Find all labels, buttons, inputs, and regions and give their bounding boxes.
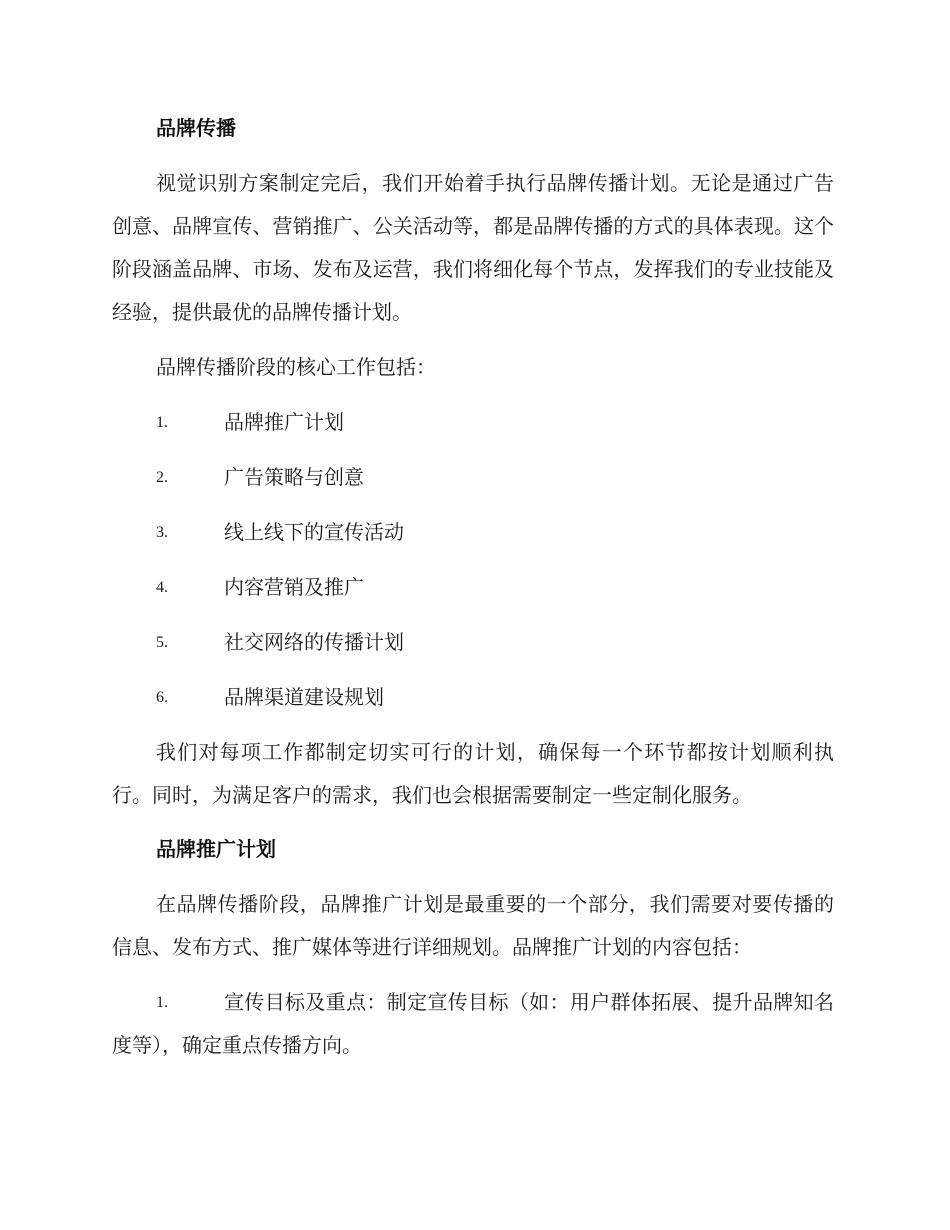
list-item-number: 1. <box>156 414 168 431</box>
paragraph-intro: 视觉识别方案制定完后，我们开始着手执行品牌传播计划。无论是通过广告创意、品牌宣传、营销推广、公关活动等，都是品牌传播的方式的具体表现。这个阶段涵盖品牌、市场、发布及运营，我们将细化每个节点，发挥我们的专业技能及经验，提供最优的品牌传播计划。 <box>112 171 834 324</box>
paragraph-plan-summary: 我们对每项工作都制定切实可行的计划，确保每一个环节都按计划顺利执行。同时，为满足客户的需求，我们也会根据需要制定一些定制化服务。 <box>112 740 834 807</box>
promotion-plan-list <box>112 981 834 1067</box>
list-item <box>112 676 834 719</box>
list-item-text: 品牌渠道建设规划 <box>224 685 384 709</box>
section-heading-brand-communication: 品牌传播 <box>156 116 236 140</box>
list-item-text: 品牌推广计划 <box>224 410 344 434</box>
paragraph-promotion-intro: 在品牌传播阶段，品牌推广计划是最重要的一个部分，我们需要对要传播的信息、发布方式、推广媒体等进行详细规划。品牌推广计划的内容包括： <box>112 892 834 959</box>
list-item-text: 宣传目标及重点：制定宣传目标（如：用户群体拓展、提升品牌知名度等），确定重点传播方向。 <box>112 990 834 1057</box>
list-item <box>112 456 834 499</box>
list-item-text: 内容营销及推广 <box>224 575 364 599</box>
list-item <box>112 401 834 444</box>
document-content <box>112 108 834 1079</box>
list-item <box>112 621 834 664</box>
core-work-list <box>112 401 834 719</box>
list-item-text: 社交网络的传播计划 <box>224 630 404 654</box>
list-item-number: 1. <box>156 994 168 1011</box>
list-item-text: 线上线下的宣传活动 <box>224 520 404 544</box>
list-item <box>112 566 834 609</box>
list-item-number: 2. <box>156 469 168 486</box>
list-item-text: 广告策略与创意 <box>224 465 364 489</box>
list-item-number: 5. <box>156 634 168 651</box>
list-item <box>112 511 834 554</box>
list-item <box>112 981 834 1067</box>
list-item-number: 4. <box>156 579 168 596</box>
list-item-number: 6. <box>156 689 168 706</box>
paragraph-core-work: 品牌传播阶段的核心工作包括： <box>156 355 436 379</box>
section-heading-brand-promotion-plan: 品牌推广计划 <box>156 837 276 861</box>
list-item-number: 3. <box>156 524 168 541</box>
